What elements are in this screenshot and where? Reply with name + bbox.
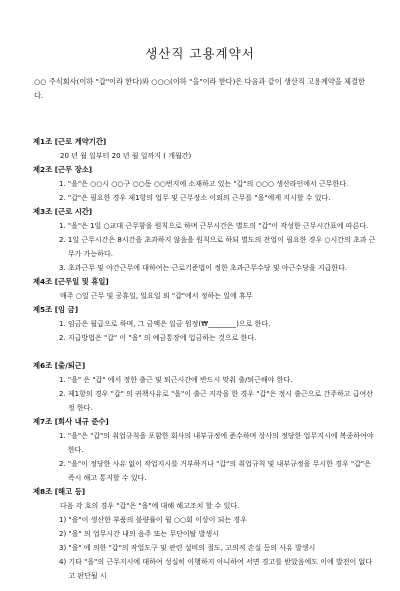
- document-title: 생산직 고용계약서: [145, 46, 255, 61]
- numbered-item: [33, 317, 378, 331]
- item-number: 2): [59, 530, 69, 538]
- spacer: [33, 345, 378, 359]
- article-text: 20 년 월 일부터 20 년 월 일까지 ( 개월간): [60, 152, 192, 160]
- item-text: 임금은 월급으로 하며, 그 금액은 일금 원정(₩________)으로 한다.: [67, 320, 271, 328]
- sub-item: [33, 541, 378, 555]
- article-heading: 제3조 [근로 시간]: [33, 207, 93, 216]
- item-text: "을" 의 업무시간 내의 음주 또는 무단이탈 발생시: [68, 530, 219, 538]
- article-5: [33, 303, 378, 359]
- item-text: 초과근무 및 야간근무에 대하여는 근로기준법이 정한 초과근무수당 및 야근수당을 지급한다.: [67, 264, 348, 272]
- item-text: "을"이 정당한 사유 없이 작업지시를 거부하거나 "갑"의 취업규칙 및 내부규정을 무시한 경우 "갑"은 즉시 해고 통지할 수 있다.: [67, 460, 371, 482]
- numbered-item: [33, 373, 378, 387]
- article-7: [33, 415, 378, 485]
- article-3: [33, 205, 378, 275]
- item-text: "을" 에 의한 "갑"의 작업도구 및 관련 설비의 절도, 고의적 손실 등의 사유 발생시: [68, 544, 316, 552]
- article-heading: 제4조 [근무일 및 휴일]: [33, 277, 109, 286]
- numbered-item: [33, 457, 378, 485]
- numbered-item: [33, 429, 378, 457]
- article-1: [33, 135, 378, 163]
- item-number: 1.: [59, 376, 68, 384]
- articles-list: [33, 135, 378, 583]
- numbered-item: [33, 261, 378, 275]
- intro-paragraph: ○○ 주식회사(이하 "갑"이라 한다)와 ○○○(이하 "을"이라 한다)은 다음과 같이 생산직 고용계약을 체결한다.: [34, 77, 365, 100]
- article-6: [33, 359, 378, 415]
- item-number: 2.: [59, 390, 68, 398]
- item-number: 2.: [59, 334, 68, 342]
- numbered-item: [33, 331, 378, 345]
- article-heading: 제1조 [근로 계약기간]: [33, 137, 107, 146]
- item-text: "을"은 "갑"의 취업규칙을 포함한 회사의 내부규정에 준수하며 상사의 정당한 업무지시에 복종하여야 한다.: [67, 432, 374, 454]
- numbered-item: [33, 177, 378, 191]
- item-number: 2.: [59, 194, 68, 202]
- article-text: 다음 각 호의 경우 "갑"은 "을"에 대해 해고조치 할 수 있다.: [60, 502, 240, 510]
- item-text: 지급방법은 "갑" 이 "을" 의 예금통장에 입금하는 것으로 한다.: [67, 334, 257, 342]
- article-heading: 제7조 [회사 내규 준수]: [33, 417, 109, 426]
- item-text: "을"이 생산한 부품의 불량률이 월 ○○회 이상이 되는 경우: [68, 516, 247, 524]
- article-heading: 제8조 [해고 등]: [33, 487, 86, 496]
- item-text: "을"은 ○○시 ○○구 ○○동 ○○번지에 소재하고 있는 "갑"의 ○○○ 생산라인에서 근무한다.: [67, 180, 349, 188]
- item-number: 3): [59, 544, 69, 552]
- article-8: [33, 485, 378, 583]
- sub-item: [33, 527, 378, 541]
- article-heading: 제2조 [근무 장소]: [33, 165, 93, 174]
- item-number: 3.: [59, 264, 68, 272]
- article-2: [33, 163, 378, 205]
- item-number: 1.: [59, 180, 68, 188]
- item-number: 1.: [59, 432, 68, 440]
- item-text: "갑"은 필요한 경우 제1항의 업무 및 근무장소 이외의 근무를 "을"에게 지시할 수 있다.: [67, 194, 331, 202]
- item-text: 1일 근무시간은 8시간을 초과하지 않음을 원칙으로 하되 별도의 잔업이 필요한 경우 ○시간의 초과 근무가 가능하다.: [67, 236, 376, 258]
- numbered-item: [33, 387, 378, 415]
- item-text: 기타 "을"의 근무지시에 대하여 성실히 이행하지 아니하여 서면 경고를 받았음에도 이에 발전이 없다고 판단될 시: [68, 558, 373, 580]
- item-number: 4): [59, 558, 69, 566]
- numbered-item: [33, 219, 378, 233]
- item-number: 1.: [59, 222, 68, 230]
- sub-item: [33, 555, 378, 583]
- item-number: 2.: [59, 236, 68, 244]
- item-text: 제1항의 경우 "갑" 의 귀책사유로 "을"이 출근 지각을 한 경우 "갑"은 정시 출근으로 간주하고 급여산정 한다.: [67, 390, 374, 412]
- numbered-item: [33, 233, 378, 261]
- sub-item: [33, 513, 378, 527]
- article-heading: 제5조 [임 금]: [33, 305, 79, 314]
- item-number: 1): [59, 516, 69, 524]
- item-number: 2.: [59, 460, 68, 468]
- article-4: [33, 275, 378, 303]
- item-text: "을" 은 "갑" 에서 정한 출근 및 퇴근시간에 반드시 맞춰 출/퇴근해야 한다.: [67, 376, 293, 384]
- item-number: 1.: [59, 320, 68, 328]
- article-text: 매주 ○일 근무 및 공휴일, 일요일 외 "갑"에서 정하는 일에 휴무: [60, 292, 253, 300]
- article-heading: 제6조 [출/퇴근]: [33, 361, 86, 370]
- numbered-item: [33, 191, 378, 205]
- item-text: "을"은 1일 ○교대 근무함을 원칙으로 하며 근무시간은 별도의 "갑"이 작성한 근무시간표에 따른다.: [67, 222, 369, 230]
